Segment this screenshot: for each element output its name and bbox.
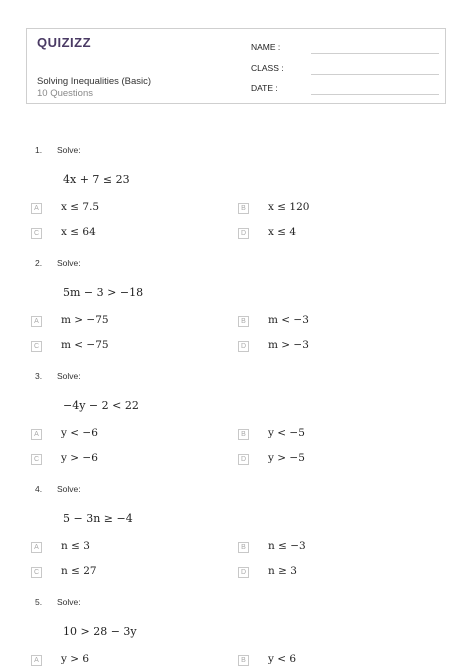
question-expression: 5m − 3 > −18	[63, 286, 144, 299]
question-expression: 5 − 3n ≥ −4	[63, 512, 133, 525]
option-letter-box[interactable]: B	[238, 542, 249, 553]
option-answer[interactable]: x ≤ 7.5	[61, 201, 100, 213]
option-letter-box[interactable]: A	[31, 429, 42, 440]
question-number: 4.	[35, 484, 43, 494]
question-label: Solve:	[57, 597, 81, 607]
option-answer[interactable]: m < −75	[61, 339, 109, 351]
option-answer[interactable]: y < −5	[268, 427, 305, 439]
option-answer[interactable]: x ≤ 4	[268, 226, 297, 238]
option-letter-box[interactable]: A	[31, 316, 42, 327]
option-letter-box[interactable]: B	[238, 429, 249, 440]
worksheet-title: Solving Inequalities (Basic)	[37, 76, 152, 87]
worksheet-header	[26, 28, 446, 104]
option-letter-box[interactable]: C	[31, 341, 42, 352]
option-letter-box[interactable]: D	[238, 567, 249, 578]
question-label: Solve:	[57, 371, 81, 381]
question-label: Solve:	[57, 484, 81, 494]
option-answer[interactable]: y > −5	[268, 452, 305, 464]
date-line	[311, 94, 439, 95]
option-letter-box[interactable]: C	[31, 454, 42, 465]
option-answer[interactable]: m > −3	[268, 339, 309, 351]
option-letter-box[interactable]: C	[31, 567, 42, 578]
question-number: 1.	[35, 145, 43, 155]
option-letter-box[interactable]: A	[31, 203, 42, 214]
option-letter-box[interactable]: A	[31, 542, 42, 553]
option-answer[interactable]: n ≤ 27	[61, 565, 97, 577]
option-answer[interactable]: m > −75	[61, 314, 109, 326]
question-number: 3.	[35, 371, 43, 381]
question-number: 5.	[35, 597, 43, 607]
option-answer[interactable]: n ≤ −3	[268, 540, 306, 552]
option-letter-box[interactable]: A	[31, 655, 42, 666]
option-answer[interactable]: x ≤ 120	[268, 201, 310, 213]
option-answer[interactable]: m < −3	[268, 314, 309, 326]
option-letter-box[interactable]: B	[238, 655, 249, 666]
question-expression: −4y − 2 < 22	[63, 399, 139, 412]
option-letter-box[interactable]: B	[238, 316, 249, 327]
question-label: Solve:	[57, 145, 81, 155]
option-letter-box[interactable]: D	[238, 454, 249, 465]
option-answer[interactable]: y < 6	[268, 653, 297, 665]
question-expression: 10 > 28 − 3y	[63, 625, 137, 638]
question-expression: 4x + 7 ≤ 23	[63, 173, 130, 186]
option-letter-box[interactable]: D	[238, 228, 249, 239]
option-answer[interactable]: y > −6	[61, 452, 98, 464]
option-answer[interactable]: x ≤ 64	[61, 226, 96, 238]
question-count: 10 Questions	[37, 88, 93, 99]
option-answer[interactable]: n ≥ 3	[268, 565, 297, 577]
option-answer[interactable]: y > 6	[61, 653, 90, 665]
option-answer[interactable]: n ≤ 3	[61, 540, 90, 552]
option-answer[interactable]: y < −6	[61, 427, 98, 439]
question-label: Solve:	[57, 258, 81, 268]
class-line	[311, 74, 439, 75]
quizizz-logo: QUIZIZZ	[37, 35, 92, 50]
question-number: 2.	[35, 258, 43, 268]
date-label: DATE :	[251, 83, 278, 93]
class-label: CLASS :	[251, 63, 284, 73]
option-letter-box[interactable]: D	[238, 341, 249, 352]
option-letter-box[interactable]: C	[31, 228, 42, 239]
name-label: NAME :	[251, 42, 281, 52]
name-line	[311, 53, 439, 54]
option-letter-box[interactable]: B	[238, 203, 249, 214]
